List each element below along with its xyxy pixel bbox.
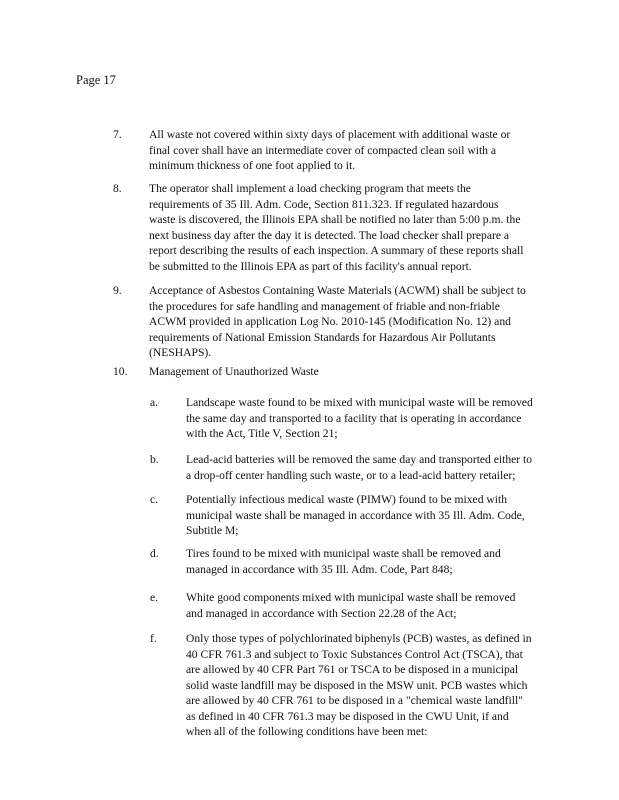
text-line: 40 CFR 761.3 and subject to Toxic Substances Control Act (TSCA), that bbox=[186, 647, 523, 661]
text-line: when all of the following conditions have been met: bbox=[186, 725, 428, 738]
text-line: requirements of National Emission Standards for Hazardous Air Pollutants bbox=[149, 330, 496, 344]
sub-item-text bbox=[186, 546, 546, 577]
item-number: 10. bbox=[113, 365, 128, 378]
text-line: (NESHAPS). bbox=[149, 346, 212, 359]
item-text bbox=[149, 283, 534, 361]
sub-item-text bbox=[186, 590, 546, 621]
sub-item-text bbox=[186, 395, 546, 442]
sub-item-letter: b. bbox=[150, 453, 159, 466]
item-text bbox=[149, 181, 534, 274]
text-line: waste is discovered, the Illinois EPA shall be notified no later than 5:00 p.m. the bbox=[149, 213, 521, 226]
text-line: are allowed by 40 CFR Part 761 or TSCA to be disposed in a municipal bbox=[186, 663, 519, 676]
text-line: managed in accordance with 35 Ill. Adm. Code, Part 848; bbox=[186, 562, 453, 576]
text-line: minimum thickness of one foot applied to it. bbox=[149, 159, 356, 172]
text-line: Landscape waste found to be mixed with municipal waste will be removed bbox=[186, 396, 533, 409]
text-line: Lead-acid batteries will be removed the same day and transported either to bbox=[186, 453, 533, 466]
text-line: as defined in 40 CFR 761.3 may be disposed in the CWU Unit, if and bbox=[186, 709, 509, 723]
text-line: requirements of 35 Ill. Adm. Code, Section 811.323. If regulated hazardous bbox=[149, 197, 499, 211]
text-line: The operator shall implement a load checking program that meets the bbox=[149, 182, 471, 195]
text-line: Subtitle M; bbox=[186, 524, 239, 537]
text-line: and managed in accordance with Section 22.28 of the Act; bbox=[186, 606, 457, 620]
item-number: 9. bbox=[113, 284, 122, 297]
text-line: municipal waste shall be managed in accordance with 35 Ill. Adm. Code, bbox=[186, 508, 525, 522]
text-line: ACWM provided in application Log No. 2010-145 (Modification No. 12) and bbox=[149, 315, 511, 328]
text-line: be submitted to the Illinois EPA as part of this facility's annual report. bbox=[149, 259, 472, 273]
text-line: All waste not covered within sixty days of placement with additional waste or bbox=[149, 128, 511, 141]
text-line: next business day after the day it is detected. The load checker shall prepare a bbox=[149, 228, 510, 242]
sub-item-text bbox=[186, 631, 546, 740]
text-line: the same day and transported to a facility that is operating in accordance bbox=[186, 411, 522, 425]
text-line: the procedures for safe handling and management of friable and non-friable bbox=[149, 299, 500, 313]
text-line: Potentially infectious medical waste (PIMW) found to be mixed with bbox=[186, 493, 508, 506]
sub-item-letter: e. bbox=[150, 591, 159, 604]
text-line: final cover shall have an intermediate cover of compacted clean soil with a bbox=[149, 143, 497, 157]
text-line: with the Act, Title V, Section 21; bbox=[186, 427, 338, 440]
item-number: 7. bbox=[113, 128, 122, 141]
text-line: White good components mixed with municipal waste shall be removed bbox=[186, 591, 516, 604]
text-line: solid waste landfill may be disposed in the MSW unit. PCB wastes which bbox=[186, 678, 528, 692]
sub-item-letter: d. bbox=[150, 547, 159, 560]
item-text bbox=[149, 364, 534, 380]
sub-item-text bbox=[186, 492, 546, 539]
page-header: Page 17 bbox=[76, 73, 116, 87]
text-line: are allowed by 40 CFR 761 to be disposed in a "chemical waste landfill" bbox=[186, 694, 523, 707]
text-line: Tires found to be mixed with municipal waste shall be removed and bbox=[186, 547, 501, 560]
item-number: 8. bbox=[113, 182, 122, 195]
sub-item-letter: c. bbox=[150, 493, 159, 506]
text-line: report describing the results of each inspection. A summary of these reports shall bbox=[149, 244, 524, 257]
sub-item-letter: a. bbox=[150, 396, 159, 409]
text-line: Acceptance of Asbestos Containing Waste Materials (ACWM) shall be subject to bbox=[149, 284, 526, 297]
text-line: Only those types of polychlorinated biphenyls (PCB) wastes, as defined in bbox=[186, 632, 532, 645]
text-line: a drop-off center handling such waste, or to a lead-acid battery retailer; bbox=[186, 468, 516, 482]
sub-item-letter: f. bbox=[150, 632, 157, 645]
sub-item-text bbox=[186, 452, 546, 483]
text-line: Management of Unauthorized Waste bbox=[149, 365, 319, 378]
item-text bbox=[149, 127, 534, 174]
